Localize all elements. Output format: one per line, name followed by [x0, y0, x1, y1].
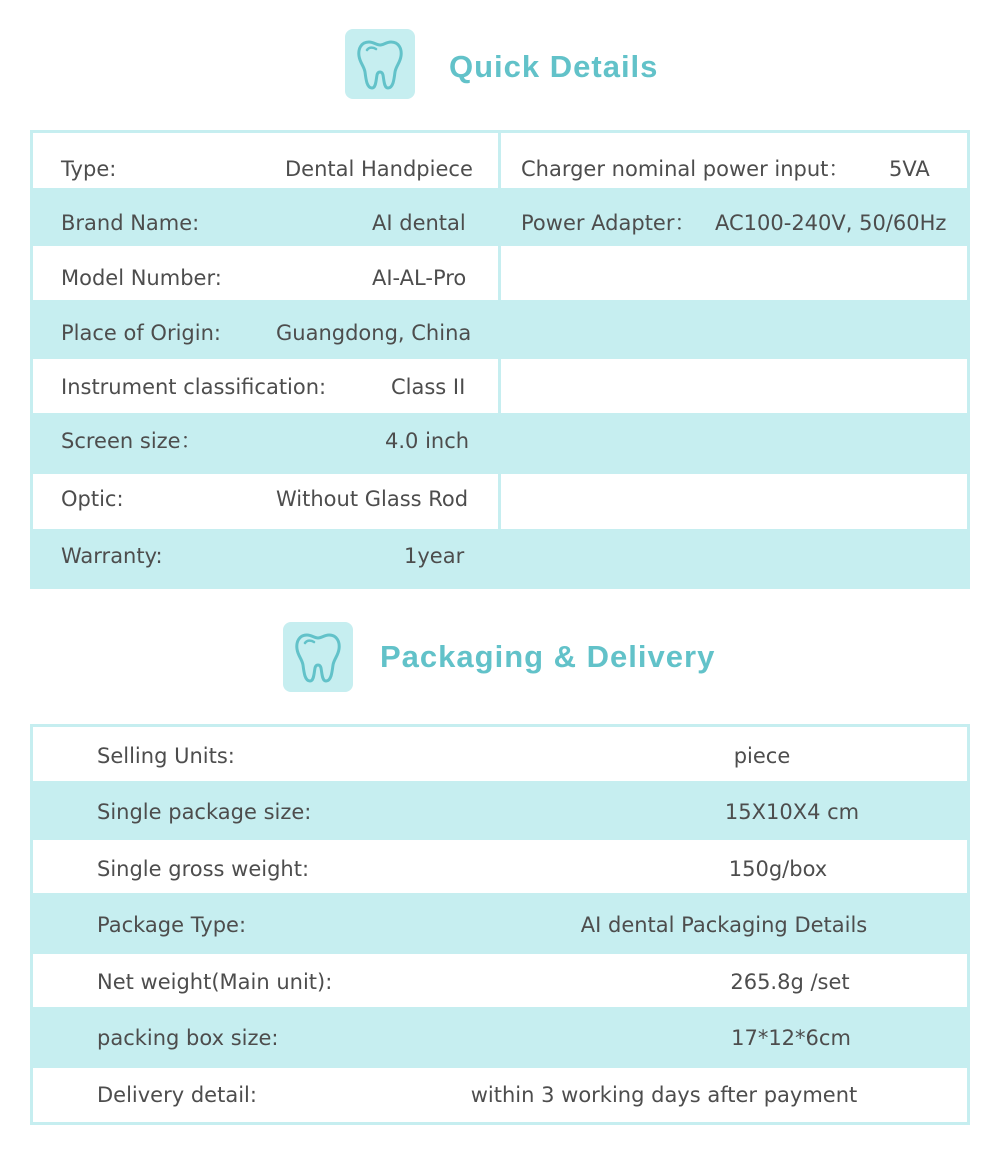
pack-value-delivery: within 3 working days after payment: [470, 1083, 858, 1107]
row-value-power-adapter: AC100-240V, 50/60Hz: [715, 211, 947, 235]
row-value-warranty: 1year: [404, 544, 465, 568]
pack-value-net-weight: 265.8g /set: [730, 970, 850, 994]
row-value-classification: Class II: [391, 375, 466, 399]
pack-label-gross-weight: Single gross weight:: [97, 857, 310, 881]
pack-value-package-type: AI dental Packaging Details: [580, 913, 868, 937]
quick-details-table: [30, 130, 970, 589]
tooth-icon: [293, 629, 343, 685]
pack-value-package-size: 15X10X4 cm: [724, 800, 860, 824]
packaging-icon-box: [283, 622, 353, 692]
quick-details-title: Quick Details: [449, 49, 659, 84]
row-label-charger-input: Charger nominal power input：: [521, 157, 850, 181]
row-value-charger-input: 5VA: [889, 157, 930, 181]
row-label-power-adapter: Power Adapter：: [521, 211, 696, 235]
column-divider: [498, 130, 501, 589]
row-value-optic: Without Glass Rod: [276, 487, 469, 511]
pack-label-package-size: Single package size:: [97, 800, 312, 824]
row-value-brand: AI dental: [372, 211, 466, 235]
row-label-classification: Instrument classification:: [61, 375, 327, 399]
row-label-screen: Screen size：: [61, 429, 202, 453]
row-value-model: AI-AL-Pro: [372, 266, 467, 290]
pack-label-selling-units: Selling Units:: [97, 744, 235, 768]
pack-value-box-size: 17*12*6cm: [731, 1026, 851, 1050]
quick-details-icon-box: [345, 29, 415, 99]
pack-label-net-weight: Net weight(Main unit):: [97, 970, 333, 994]
pack-value-selling-units: piece: [733, 744, 791, 768]
row-label-brand: Brand Name:: [61, 211, 200, 235]
row-label-model: Model Number:: [61, 266, 222, 290]
row-label-origin: Place of Origin:: [61, 321, 221, 345]
row-value-screen: 4.0 inch: [385, 429, 470, 453]
pack-label-package-type: Package Type:: [97, 913, 247, 937]
pack-label-box-size: packing box size:: [97, 1026, 279, 1050]
tooth-icon: [355, 36, 405, 92]
row-label-type: Type:: [61, 157, 117, 181]
row-label-optic: Optic:: [61, 487, 124, 511]
row-label-warranty: Warranty:: [61, 544, 163, 568]
row-value-origin: Guangdong, China: [276, 321, 472, 345]
row-value-type: Dental Handpiece: [285, 157, 473, 181]
pack-value-gross-weight: 150g/box: [728, 857, 828, 881]
pack-label-delivery: Delivery detail:: [97, 1083, 257, 1107]
packaging-title: Packaging & Delivery: [380, 639, 716, 674]
